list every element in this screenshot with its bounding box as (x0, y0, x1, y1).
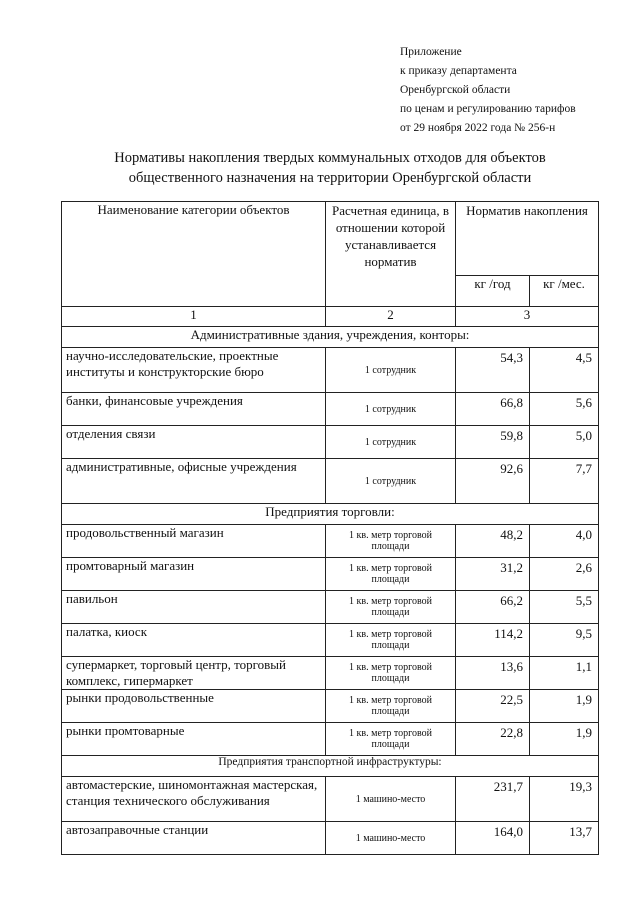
norm-per-year-cell: 231,7 (456, 777, 530, 822)
category-name-cell: павильон (62, 591, 326, 624)
appendix-line: к приказу департамента (400, 65, 517, 77)
appendix-block (400, 43, 576, 138)
document-title (60, 148, 600, 188)
category-name-cell: административные, офисные учреждения (62, 459, 326, 504)
category-name-cell: промтоварный магазин (62, 558, 326, 591)
norm-per-month-cell: 5,0 (530, 426, 599, 459)
column-number-1: 1 (62, 307, 326, 327)
appendix-line: от 29 ноября 2022 года № 256-н (400, 122, 556, 134)
section-title: Административные здания, учреждения, конторы: (62, 327, 599, 348)
category-name-cell: продовольственный магазин (62, 525, 326, 558)
table-row (62, 822, 599, 855)
norm-per-year-cell: 22,5 (456, 690, 530, 723)
table-body (62, 327, 599, 855)
title-line-2: общественного назначения на территории Оренбургской области (128, 170, 532, 186)
norm-per-month-cell: 19,3 (530, 777, 599, 822)
norm-per-month-cell: 4,5 (530, 348, 599, 393)
section-title: Предприятия транспортной инфраструктуры: (62, 756, 599, 777)
unit-cell: 1 кв. метр торговой площади (326, 723, 456, 756)
unit-cell: 1 сотрудник (326, 393, 456, 426)
norm-per-year-cell: 48,2 (456, 525, 530, 558)
unit-cell: 1 кв. метр торговой площади (326, 591, 456, 624)
table-head (62, 202, 599, 327)
norm-per-year-cell: 164,0 (456, 822, 530, 855)
category-name-cell: палатка, киоск (62, 624, 326, 657)
table-row (62, 624, 599, 657)
norm-per-year-cell: 92,6 (456, 459, 530, 504)
table-row (62, 723, 599, 756)
category-name-cell: банки, финансовые учреждения (62, 393, 326, 426)
norm-per-month-cell: 1,9 (530, 723, 599, 756)
table-row (62, 525, 599, 558)
unit-cell: 1 кв. метр торговой площади (326, 624, 456, 657)
column-number-2: 2 (326, 307, 456, 327)
category-name-cell: рынки промтоварные (62, 723, 326, 756)
appendix-line: Приложение (400, 46, 462, 58)
table-row (62, 690, 599, 723)
section-header-row (62, 756, 599, 777)
category-name-cell: научно-исследовательские, проектные институты и конструкторские бюро (62, 348, 326, 393)
unit-cell: 1 машино-место (326, 822, 456, 855)
unit-cell: 1 сотрудник (326, 459, 456, 504)
table-row (62, 657, 599, 690)
appendix-line: по ценам и регулированию тарифов (400, 103, 576, 115)
unit-cell: 1 сотрудник (326, 348, 456, 393)
header-unit: Расчетная единица, в отношении которой устанавливается норматив (326, 202, 456, 307)
norms-table (61, 201, 599, 855)
table-row (62, 426, 599, 459)
column-number-3: 3 (456, 307, 599, 327)
norm-per-year-cell: 66,8 (456, 393, 530, 426)
category-name-cell: автомастерские, шиномонтажная мастерская, станция технического обслуживания (62, 777, 326, 822)
norm-per-month-cell: 5,5 (530, 591, 599, 624)
norm-per-year-cell: 54,3 (456, 348, 530, 393)
norm-per-month-cell: 4,0 (530, 525, 599, 558)
norm-per-month-cell: 7,7 (530, 459, 599, 504)
section-header-row (62, 327, 599, 348)
norm-per-month-cell: 5,6 (530, 393, 599, 426)
section-title: Предприятия торговли: (62, 504, 599, 525)
table-row (62, 393, 599, 426)
norm-per-month-cell: 9,5 (530, 624, 599, 657)
table-row (62, 777, 599, 822)
header-per-year: кг /год (456, 276, 530, 307)
category-name-cell: отделения связи (62, 426, 326, 459)
norm-per-year-cell: 66,2 (456, 591, 530, 624)
norm-per-month-cell: 2,6 (530, 558, 599, 591)
title-line-1: Нормативы накопления твердых коммунальных отходов для объектов (114, 150, 546, 166)
unit-cell: 1 сотрудник (326, 426, 456, 459)
norm-per-year-cell: 59,8 (456, 426, 530, 459)
header-category-name: Наименование категории объектов (62, 202, 326, 307)
norm-per-month-cell: 13,7 (530, 822, 599, 855)
table-row (62, 459, 599, 504)
table-row (62, 348, 599, 393)
category-name-cell: супермаркет, торговый центр, торговый комплекс, гипермаркет (62, 657, 326, 690)
unit-cell: 1 кв. метр торговой площади (326, 558, 456, 591)
norm-per-year-cell: 31,2 (456, 558, 530, 591)
section-header-row (62, 504, 599, 525)
norm-per-year-cell: 114,2 (456, 624, 530, 657)
norm-per-year-cell: 13,6 (456, 657, 530, 690)
unit-cell: 1 кв. метр торговой площади (326, 690, 456, 723)
appendix-line: Оренбургской области (400, 84, 511, 96)
header-per-month: кг /мес. (530, 276, 599, 307)
table-row (62, 591, 599, 624)
category-name-cell: автозаправочные станции (62, 822, 326, 855)
norm-per-month-cell: 1,9 (530, 690, 599, 723)
norm-per-year-cell: 22,8 (456, 723, 530, 756)
table-row (62, 558, 599, 591)
unit-cell: 1 кв. метр торговой площади (326, 657, 456, 690)
unit-cell: 1 машино-место (326, 777, 456, 822)
header-norm: Норматив накопления (456, 202, 599, 276)
unit-cell: 1 кв. метр торговой площади (326, 525, 456, 558)
category-name-cell: рынки продовольственные (62, 690, 326, 723)
norm-per-month-cell: 1,1 (530, 657, 599, 690)
